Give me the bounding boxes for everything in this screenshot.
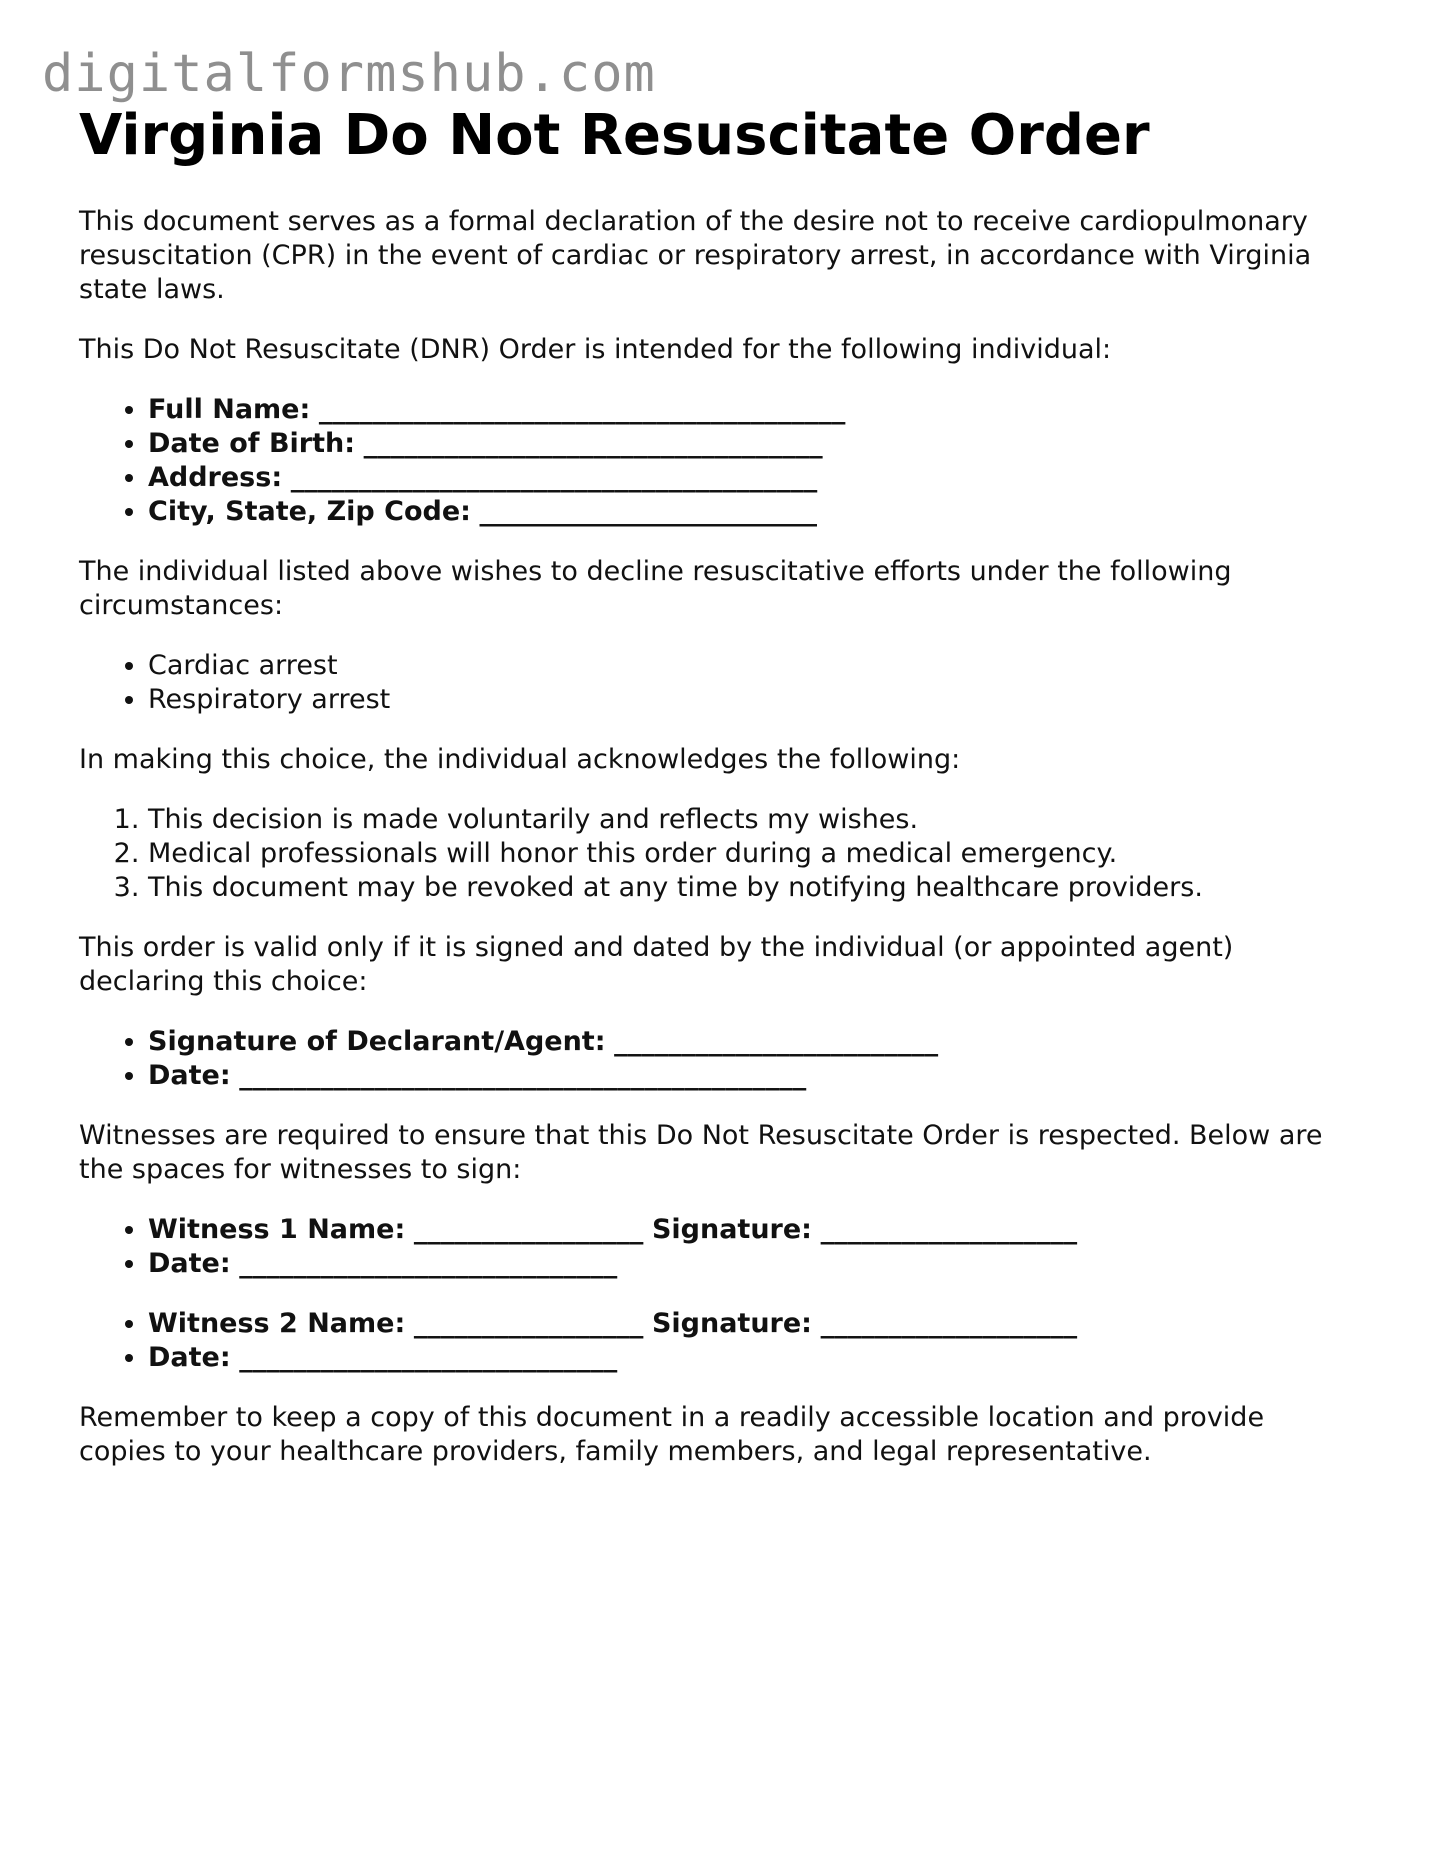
witness-2-date[interactable] — [148, 1341, 1359, 1375]
list-item: 2. Medical professionals will honor this order during a medical emergency. — [148, 837, 1359, 871]
witness-1-list — [79, 1213, 1359, 1281]
field-blank[interactable]: _______________________________________ — [318, 394, 846, 425]
field-blank[interactable]: __________________________________________ — [239, 1060, 807, 1091]
signature-fields-list — [79, 1025, 1359, 1093]
circumstances-list — [79, 649, 1359, 717]
field-blank[interactable]: _________________ — [413, 1214, 644, 1245]
field-address[interactable] — [148, 461, 1359, 495]
field-declarant-signature[interactable] — [148, 1025, 1359, 1059]
acknowledge-intro: In making this choice, the individual acknowledges the following: — [79, 744, 961, 775]
field-label: Signature of Declarant/Agent: — [148, 1026, 606, 1057]
field-blank[interactable]: _________________________ — [479, 496, 818, 527]
field-declarant-date[interactable] — [148, 1059, 1359, 1093]
field-label: City, State, Zip Code: — [148, 496, 471, 527]
field-blank[interactable]: ____________________________ — [239, 1342, 618, 1373]
field-label: Date: — [148, 1248, 231, 1279]
witness-1-date[interactable] — [148, 1247, 1359, 1281]
field-label: Address: — [148, 462, 283, 493]
field-full-name[interactable] — [148, 393, 1359, 427]
field-label: Witness 1 Name: — [148, 1214, 406, 1245]
individual-fields-list — [79, 393, 1359, 529]
acknowledgements-list — [79, 803, 1359, 905]
validity-paragraph: This order is valid only if it is signed and dated by the individual (or appointed agent) declaring this choice: — [79, 932, 1234, 997]
field-blank[interactable]: ___________________ — [820, 1214, 1078, 1245]
list-item: 1. This decision is made voluntarily and reflects my wishes. — [148, 803, 1359, 837]
field-label: Date of Birth: — [148, 428, 356, 459]
page-title: Virginia Do Not Resuscitate Order — [79, 103, 1150, 168]
witness-2-list — [79, 1307, 1359, 1375]
list-item: 3. This document may be revoked at any time by notifying healthcare providers. — [148, 871, 1359, 905]
field-blank[interactable]: _______________________________________ — [290, 462, 818, 493]
field-blank[interactable]: _________________ — [413, 1308, 644, 1339]
field-date-of-birth[interactable] — [148, 427, 1359, 461]
document-page — [79, 100, 1359, 1469]
field-blank[interactable]: ________________________ — [614, 1026, 939, 1057]
field-blank[interactable]: __________________________________ — [363, 428, 823, 459]
field-city-state-zip[interactable] — [148, 495, 1359, 529]
watermark: digitalformshub.com — [42, 44, 656, 104]
witness-intro: Witnesses are required to ensure that this Do Not Resuscitate Order is respected. Below are the spaces for witnesses to sign: — [79, 1120, 1323, 1185]
field-label: Full Name: — [148, 394, 311, 425]
circumstances-intro: The individual listed above wishes to decline resuscitative efforts under the following circumstances: — [79, 556, 1232, 621]
field-label: Signature: — [651, 1214, 812, 1245]
field-label: Date: — [148, 1342, 231, 1373]
intended-for-paragraph: This Do Not Resuscitate (DNR) Order is intended for the following individual: — [79, 334, 1112, 365]
list-item: • Respiratory arrest — [148, 683, 1359, 717]
witness-2-name-signature[interactable] — [148, 1307, 1359, 1341]
closing-paragraph: Remember to keep a copy of this document in a readily accessible location and provide copies to your healthcare providers, family members, and legal representative. — [79, 1402, 1265, 1467]
field-blank[interactable]: ____________________________ — [239, 1248, 618, 1279]
witness-1-name-signature[interactable] — [148, 1213, 1359, 1247]
field-label: Date: — [148, 1060, 231, 1091]
field-blank[interactable]: ___________________ — [820, 1308, 1078, 1339]
field-label: Witness 2 Name: — [148, 1308, 406, 1339]
field-label: Signature: — [651, 1308, 812, 1339]
intro-paragraph: This document serves as a formal declaration of the desire not to receive cardiopulmonary resuscitation (CPR) in the event of cardiac or respiratory arrest, in accordance with Virginia state laws. — [79, 206, 1312, 305]
list-item: • Cardiac arrest — [148, 649, 1359, 683]
